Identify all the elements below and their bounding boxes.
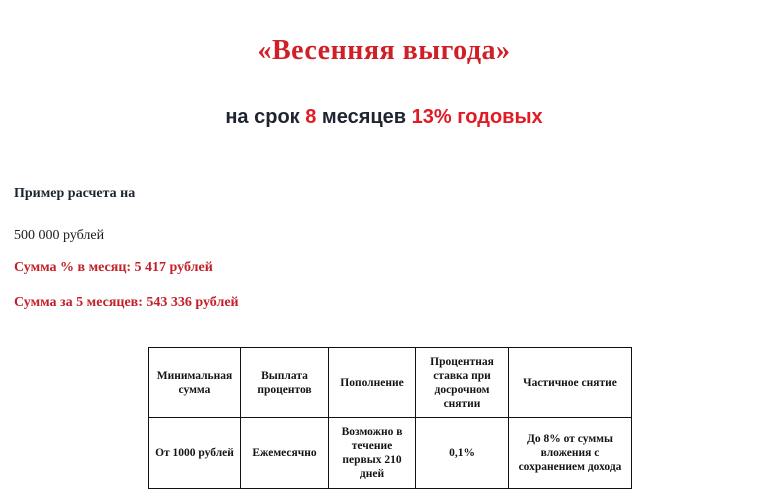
cell-replenishment: Возможно в течение первых 210 дней bbox=[329, 418, 416, 489]
cell-partial-withdrawal: До 8% от суммы вложения с сохранением дохода bbox=[509, 418, 632, 489]
example-calculation-label: Пример расчета на bbox=[14, 186, 136, 201]
example-monthly-interest: Сумма % в месяц: 5 417 рублей bbox=[14, 260, 213, 275]
subtitle-term-months-word: месяцев bbox=[316, 106, 412, 128]
subtitle-term-prefix: на срок bbox=[225, 106, 306, 128]
page-subtitle bbox=[0, 105, 768, 129]
table-row bbox=[149, 418, 632, 489]
deposit-terms-table bbox=[148, 347, 632, 489]
cell-early-withdrawal-rate: 0,1% bbox=[416, 418, 509, 489]
header-early-withdrawal-rate: Процентная ставка при досрочном снятии bbox=[416, 348, 509, 418]
page-title: «Весенняя выгода» bbox=[257, 35, 511, 66]
subtitle-term-months-number: 8 bbox=[305, 106, 317, 128]
header-minimal-sum: Минимальная сумма bbox=[149, 348, 241, 418]
subtitle-rate: 13% годовых bbox=[411, 106, 543, 128]
table-header-row bbox=[149, 348, 632, 418]
header-interest-payout: Выплата процентов bbox=[241, 348, 329, 418]
cell-minimal-sum: От 1000 рублей bbox=[149, 418, 241, 489]
header-partial-withdrawal: Частичное снятие bbox=[509, 348, 632, 418]
cell-interest-payout: Ежемесячно bbox=[241, 418, 329, 489]
header-replenishment: Пополнение bbox=[329, 348, 416, 418]
example-amount: 500 000 рублей bbox=[14, 228, 105, 243]
example-total-sum: Сумма за 5 месяцев: 543 336 рублей bbox=[14, 295, 239, 310]
